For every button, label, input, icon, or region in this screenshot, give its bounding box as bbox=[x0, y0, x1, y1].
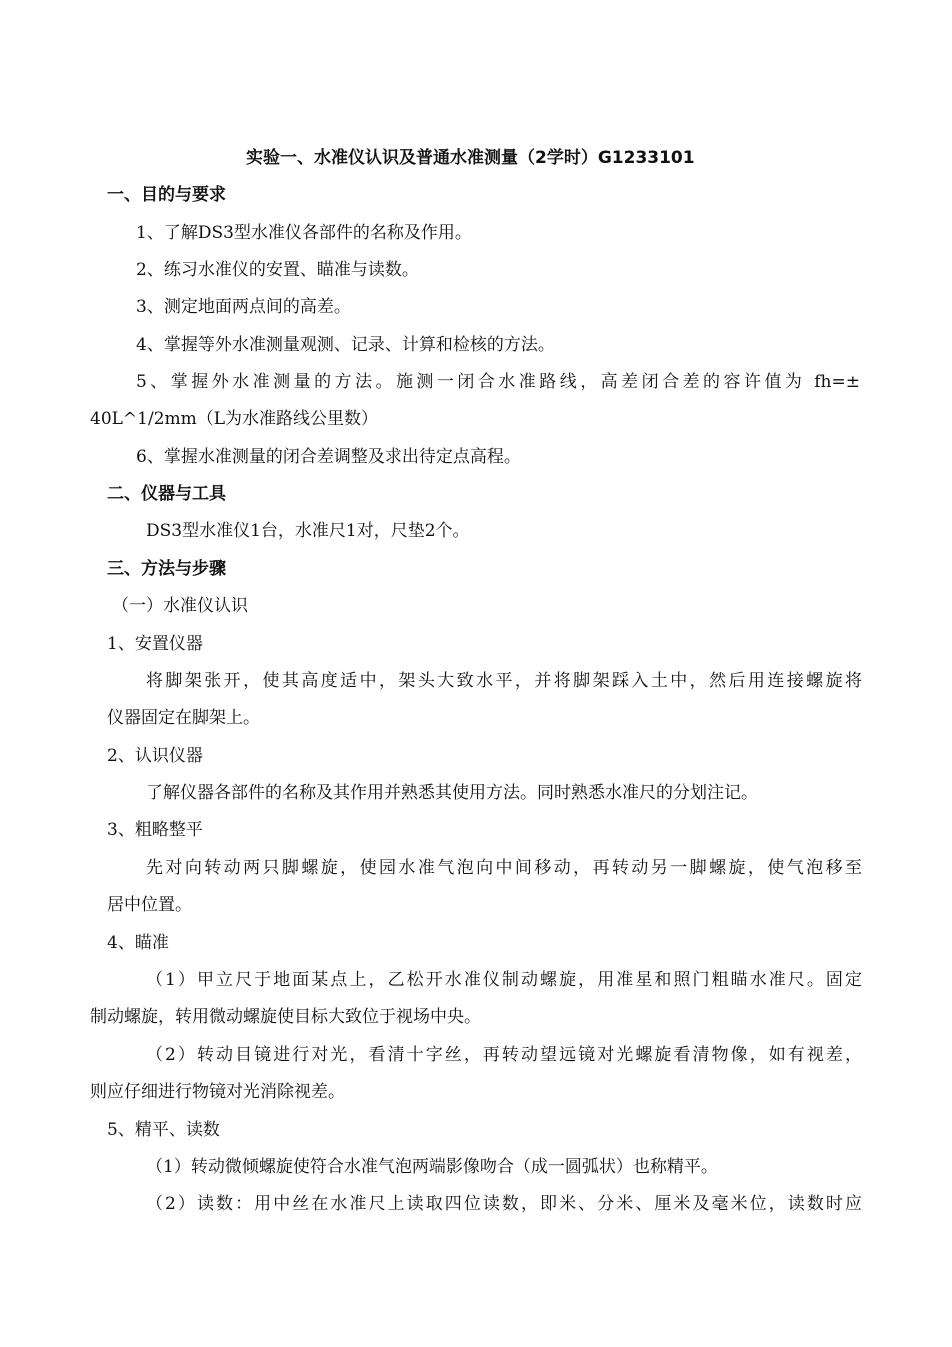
step-paragraph-line: （2）转动目镜进行对光，看清十字丝，再转动望远镜对光螺旋看清物像，如有视差， bbox=[146, 1045, 862, 1065]
step-paragraph-line: 将脚架张开，使其高度适中，架头大致水平，并将脚架踩入土中，然后用连接螺旋将 bbox=[146, 671, 862, 691]
instruments-text: DS3型水准仪1台，水准尺1对，尺垫2个。 bbox=[146, 521, 470, 541]
step-paragraph-line: （1）转动微倾螺旋使符合水准气泡两端影像吻合（成一圆弧状）也称精平。 bbox=[146, 1157, 718, 1177]
document-title: 实验一、水准仪认识及普通水准测量（2学时）G1233101 bbox=[246, 148, 695, 168]
purpose-item: 4、掌握等外水准测量观测、记录、计算和检核的方法。 bbox=[136, 335, 555, 355]
step-paragraph-line: （2）读数：用中丝在水准尺上读取四位读数，即米、分米、厘米及毫米位，读数时应 bbox=[146, 1194, 862, 1214]
step-paragraph-line: 了解仪器各部件的名称及其作用并熟悉其使用方法。同时熟悉水准尺的分划注记。 bbox=[146, 783, 758, 803]
step-paragraph-line: 先对向转动两只脚螺旋，使园水准气泡向中间移动，再转动另一脚螺旋，使气泡移至 bbox=[146, 858, 862, 878]
step-paragraph-line: 居中位置。 bbox=[107, 895, 192, 915]
purpose-item: 6、掌握水准测量的闭合差调整及求出待定点高程。 bbox=[136, 447, 521, 467]
purpose-item: 40L^1/2mm（L为水准路线公里数） bbox=[90, 409, 379, 429]
step-title: 1、安置仪器 bbox=[107, 634, 203, 654]
section-heading-instruments: 二、仪器与工具 bbox=[107, 484, 226, 504]
step-title: 5、精平、读数 bbox=[107, 1120, 220, 1140]
purpose-item: 3、测定地面两点间的高差。 bbox=[136, 297, 351, 317]
subsection-heading: （一）水准仪认识 bbox=[112, 596, 248, 616]
purpose-item: 5、掌握外水准测量的方法。施测一闭合水准路线，高差闭合差的容许值为 fh=± bbox=[136, 372, 860, 392]
step-title: 4、瞄准 bbox=[107, 933, 169, 953]
step-paragraph-line: 仪器固定在脚架上。 bbox=[107, 708, 260, 728]
purpose-item: 2、练习水准仪的安置、瞄准与读数。 bbox=[136, 260, 419, 280]
step-paragraph-line: 则应仔细进行物镜对光消除视差。 bbox=[90, 1082, 345, 1102]
purpose-item: 1、了解DS3型水准仪各部件的名称及作用。 bbox=[136, 223, 472, 243]
step-paragraph-line: （1）甲立尺于地面某点上，乙松开水准仪制动螺旋，用准星和照门粗瞄水准尺。固定 bbox=[146, 970, 862, 990]
step-title: 2、认识仪器 bbox=[107, 746, 203, 766]
step-paragraph-line: 制动螺旋，转用微动螺旋使目标大致位于视场中央。 bbox=[90, 1007, 481, 1027]
step-title: 3、粗略整平 bbox=[107, 820, 203, 840]
section-heading-methods: 三、方法与步骤 bbox=[107, 559, 226, 579]
section-heading-purpose: 一、目的与要求 bbox=[107, 185, 226, 205]
